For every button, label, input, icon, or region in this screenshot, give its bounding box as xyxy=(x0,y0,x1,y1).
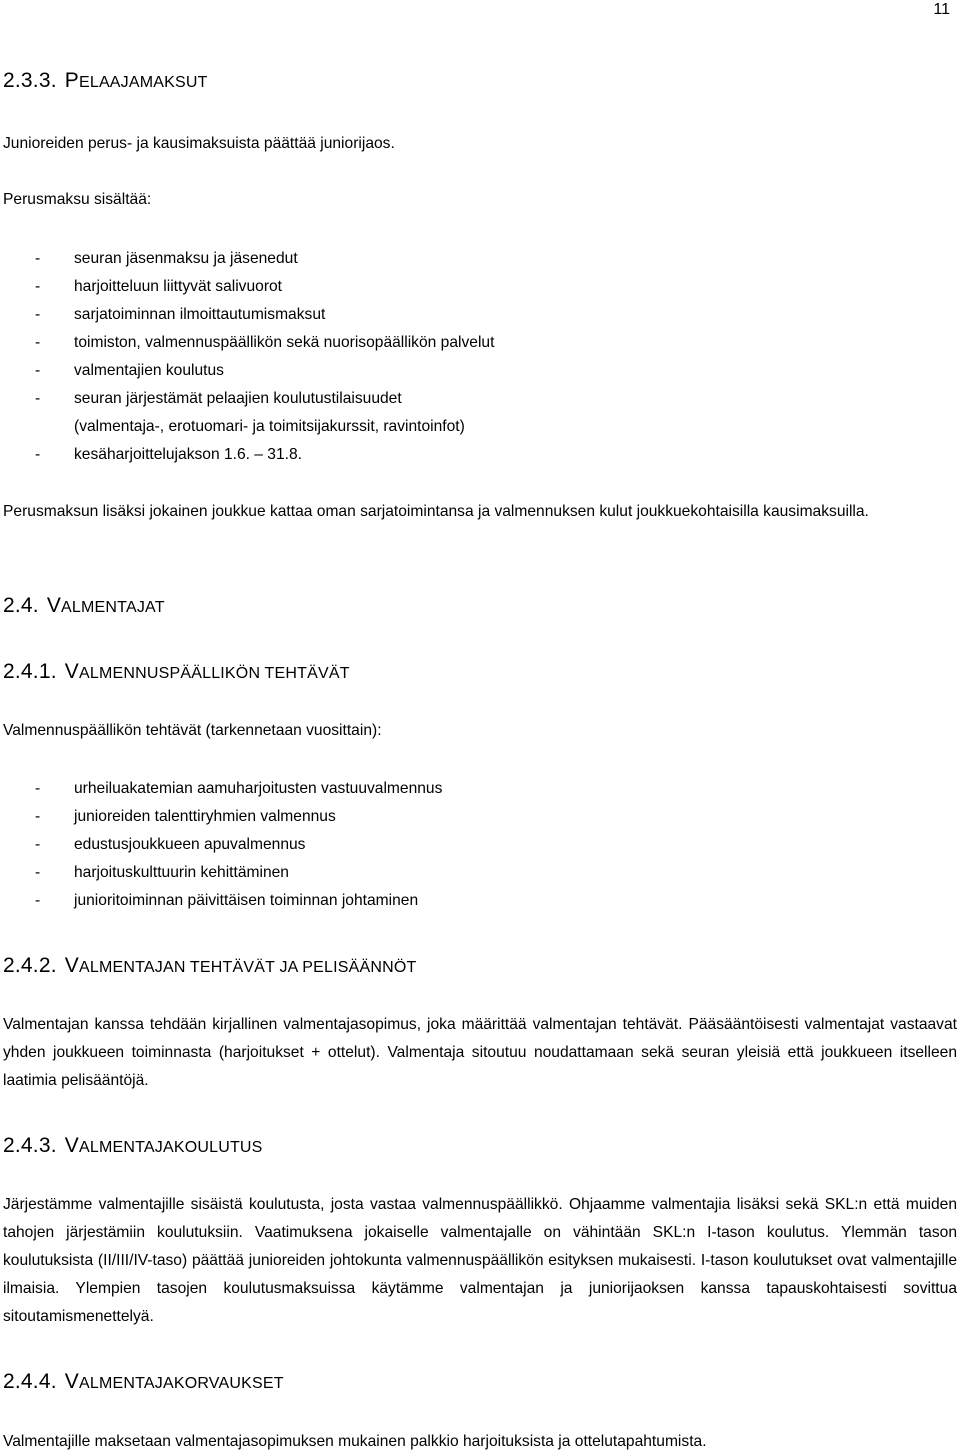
perusmaksu-list-intro: Perusmaksu sisältää: xyxy=(3,191,152,208)
list-item: - kesäharjoittelujakson 1.6. – 31.8. xyxy=(35,446,302,463)
list-item: - seuran järjestämät pelaajien koulutustilaisuudet (valmentaja-, erotuomari- ja toimitsijakurssit, ravintoinfot) xyxy=(3,385,494,441)
valmentajan-tehtavat-body: Valmentajan kanssa tehdään kirjallinen valmentajasopimus, joka määrittää valmentajan tehtävät. Pääsääntöisesti valmentajat vastaavat yhden joukkueen toiminnasta (harjoitukset + ottelut). Valmentaja sitoutuu noudattamaan sekä seuran yleisiä että joukkueen itselleen laatimia pelisääntöjä. xyxy=(3,1016,957,1089)
heading-rest: ALMENTAJAKOULUTUS xyxy=(78,1139,263,1156)
list-item: - seuran jäsenmaksu ja jäsenedut xyxy=(35,250,298,267)
valmennuspaallikko-list xyxy=(3,775,442,915)
heading-valmentajakoulutus xyxy=(3,1133,263,1161)
list-item: - edustusjoukkueen apuvalmennus xyxy=(35,836,306,853)
heading-number: 2.4.1. xyxy=(3,660,57,683)
page-number: 11 xyxy=(933,1,950,18)
heading-number: 2.4.2. xyxy=(3,954,57,977)
valmentajakorvaukset-body: Valmentajille maksetaan valmentajasopimuksen mukainen palkkio harjoituksista ja ottelutapahtumista. xyxy=(3,1433,707,1450)
list-item: - sarjatoiminnan ilmoittautumismaksut xyxy=(35,306,326,323)
heading-number: 2.3.3. xyxy=(3,69,57,92)
heading-valmentajat xyxy=(3,593,165,621)
heading-rest: ALMENTAJAKORVAUKSET xyxy=(78,1375,284,1392)
heading-number: 2.4.4. xyxy=(3,1370,57,1393)
heading-valmentajan-tehtavat xyxy=(3,953,417,981)
list-item: - harjoituskulttuurin kehittäminen xyxy=(35,864,289,881)
list-item: - junioreiden talenttiryhmien valmennus xyxy=(35,808,336,825)
heading-rest: ALMENTAJAT xyxy=(61,599,165,616)
heading-initial: P xyxy=(64,69,79,92)
heading-initial: V xyxy=(64,1134,79,1157)
list-item: - harjoitteluun liittyvät salivuorot xyxy=(35,278,283,295)
heading-rest: ELAAJAMAKSUT xyxy=(78,74,208,91)
heading-valmennuspaallikko xyxy=(3,659,350,687)
pelaajamaksut-outro: Perusmaksun lisäksi jokainen joukkue kattaa oman sarjatoimintansa ja valmennuksen kulut joukkuekohtaisilla kausimaksuilla. xyxy=(3,503,869,520)
heading-pelaajamaksut xyxy=(3,68,208,96)
valmennuspaallikko-intro: Valmennuspäällikön tehtävät (tarkennetaan vuosittain): xyxy=(3,722,382,739)
list-item: - urheiluakatemian aamuharjoitusten vastuuvalmennus xyxy=(35,780,443,797)
list-item: - toimiston, valmennuspäällikön sekä nuorisopäällikön palvelut xyxy=(35,334,495,351)
heading-rest: ALMENTAJAN TEHTÄVÄT JA PELISÄÄNNÖT xyxy=(78,959,417,976)
valmentajakoulutus-body: Järjestämme valmentajille sisäistä koulutusta, josta vastaa valmennuspäällikkö. Ohjaamme valmentajia lisäksi sekä SKL:n että muiden tahojen järjestämiin koulutuksiin. Vaatimuksena jokaiselle valmentajalle on vähintään SKL:n I-tason koulutus. Ylemmän tason koulutuksista (II/III/IV-taso) päättää junioreiden johtokunta valmennuspäällikön esityksen mukaisesti. I-tason koulutukset ovat valmentajille ilmaisia. Ylempien tasojen koulutusmaksuissa käytämme valmentajan ja juniorijaoksen kanssa tapauskohtaisesti sovittua sitoutamismenettelyä. xyxy=(3,1196,957,1325)
perusmaksu-list xyxy=(3,245,494,469)
pelaajamaksut-intro: Junioreiden perus- ja kausimaksuista päättää juniorijaos. xyxy=(3,135,395,152)
heading-initial: V xyxy=(46,594,62,617)
heading-rest: ALMENNUSPÄÄLLIKÖN TEHTÄVÄT xyxy=(78,665,350,682)
heading-valmentajakorvaukset xyxy=(3,1369,284,1397)
heading-number: 2.4. xyxy=(3,594,39,617)
list-item-continuation: (valmentaja-, erotuomari- ja toimitsijakurssit, ravintoinfot) xyxy=(74,418,465,435)
heading-number: 2.4.3. xyxy=(3,1134,57,1157)
heading-initial: V xyxy=(64,1370,79,1393)
heading-initial: V xyxy=(64,954,79,977)
list-item: - valmentajien koulutus xyxy=(35,362,224,379)
heading-initial: V xyxy=(64,660,79,683)
list-item: - junioritoiminnan päivittäisen toiminnan johtaminen xyxy=(35,892,419,909)
